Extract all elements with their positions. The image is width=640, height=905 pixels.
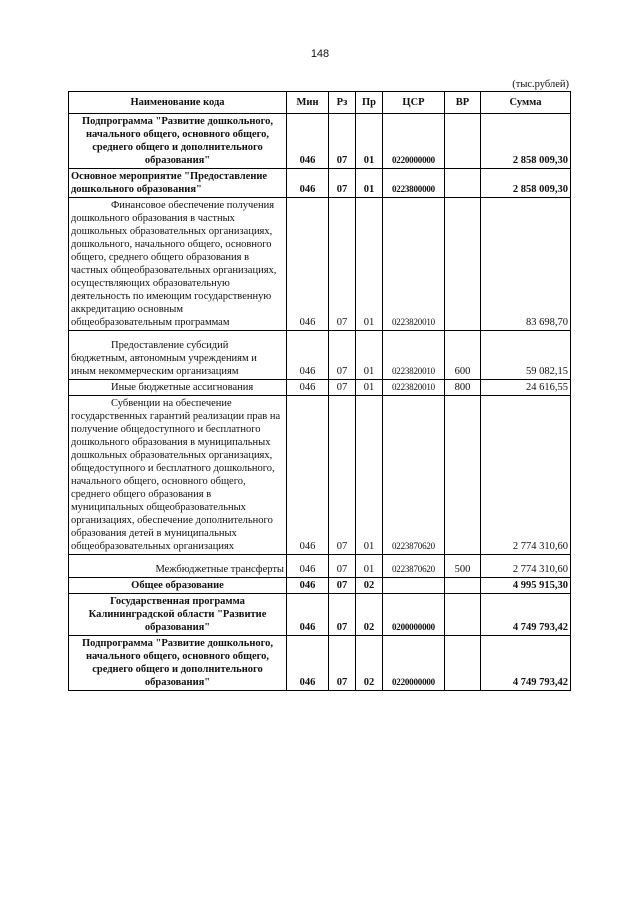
units-label: (тыс.рублей): [512, 79, 569, 90]
row-sum: 4 749 793,42: [481, 636, 571, 691]
row-sum: 83 698,70: [481, 198, 571, 331]
row-rz: 07: [329, 594, 356, 636]
table-row: [69, 636, 571, 691]
row-pr: 02: [356, 636, 383, 691]
row-min: 046: [287, 396, 329, 555]
header-name: Наименование кода: [69, 92, 287, 114]
row-sum: 24 616,55: [481, 380, 571, 396]
row-csr: 0223870620: [383, 396, 445, 555]
table-row: [69, 331, 571, 380]
table-row: [69, 396, 571, 555]
row-csr: 0220000000: [383, 636, 445, 691]
row-rz: 07: [329, 555, 356, 578]
row-min: 046: [287, 169, 329, 198]
row-vr: [445, 198, 481, 331]
row-name: Подпрограмма "Развитие дошкольного, начального общего, основного общего, среднего общего и дополнительного образования": [69, 114, 287, 169]
header-min: Мин: [287, 92, 329, 114]
row-pr: 01: [356, 169, 383, 198]
row-rz: 07: [329, 114, 356, 169]
header-pr: Пр: [356, 92, 383, 114]
table-row: [69, 169, 571, 198]
row-rz: 07: [329, 331, 356, 380]
row-vr: [445, 594, 481, 636]
table-row: [69, 555, 571, 578]
row-min: 046: [287, 198, 329, 331]
row-vr: 600: [445, 331, 481, 380]
row-min: 046: [287, 636, 329, 691]
row-sum: 59 082,15: [481, 331, 571, 380]
row-vr: [445, 169, 481, 198]
row-name: Подпрограмма "Развитие дошкольного, начального общего, основного общего, среднего общего и дополнительного образования": [69, 636, 287, 691]
row-min: 046: [287, 331, 329, 380]
row-min: 046: [287, 594, 329, 636]
row-pr: 02: [356, 594, 383, 636]
row-pr: 01: [356, 396, 383, 555]
row-sum: 4 749 793,42: [481, 594, 571, 636]
table-row: [69, 594, 571, 636]
row-pr: 01: [356, 114, 383, 169]
row-name: Основное мероприятие "Предоставление дошкольного образования": [69, 169, 287, 198]
row-rz: 07: [329, 636, 356, 691]
page-number: 148: [310, 48, 330, 60]
row-name: Государственная программа Калининградской области "Развитие образования": [69, 594, 287, 636]
table-row: [69, 198, 571, 331]
table-header-row: [69, 92, 571, 114]
row-sum: 2 774 310,60: [481, 555, 571, 578]
row-min: 046: [287, 114, 329, 169]
row-pr: 01: [356, 555, 383, 578]
budget-table: [68, 91, 571, 691]
header-rz: Рз: [329, 92, 356, 114]
row-csr: [383, 578, 445, 594]
row-pr: 01: [356, 198, 383, 331]
row-name: Предоставление субсидий бюджетным, автономным учреждениям и иным некоммерческим организациям: [69, 331, 287, 380]
row-sum: 4 995 915,30: [481, 578, 571, 594]
row-csr: 0223800000: [383, 169, 445, 198]
row-vr: 800: [445, 380, 481, 396]
row-vr: 500: [445, 555, 481, 578]
table-row: [69, 380, 571, 396]
row-csr: 0223820010: [383, 331, 445, 380]
row-min: 046: [287, 380, 329, 396]
row-name: Субвенции на обеспечение государственных гарантий реализации прав на получение общедоступного и бесплатного дошкольного образования в муниципальных дошкольных образовательных организациях, общедоступного и бесплатного дошкольного, начального общего, основного общего, среднего общего образования в муниципальных общеобразовательных организациях, обеспечение дополнительного образования детей в муниципальных общеобразовательных организациях: [69, 396, 287, 555]
row-vr: [445, 636, 481, 691]
header-vr: ВР: [445, 92, 481, 114]
row-rz: 07: [329, 380, 356, 396]
row-vr: [445, 578, 481, 594]
row-pr: 01: [356, 331, 383, 380]
row-csr: 0223820010: [383, 380, 445, 396]
row-rz: 07: [329, 198, 356, 331]
row-name: Иные бюджетные ассигнования: [69, 380, 287, 396]
row-csr: 0220000000: [383, 114, 445, 169]
row-name: Общее образование: [69, 578, 287, 594]
row-rz: 07: [329, 396, 356, 555]
header-csr: ЦСР: [383, 92, 445, 114]
table-row: [69, 578, 571, 594]
row-csr: 0223820010: [383, 198, 445, 331]
row-rz: 07: [329, 169, 356, 198]
row-vr: [445, 114, 481, 169]
row-rz: 07: [329, 578, 356, 594]
row-pr: 01: [356, 380, 383, 396]
row-csr: 0200000000: [383, 594, 445, 636]
header-sum: Сумма: [481, 92, 571, 114]
row-pr: 02: [356, 578, 383, 594]
row-vr: [445, 396, 481, 555]
row-name: Межбюджетные трансферты: [69, 555, 287, 578]
row-sum: 2 858 009,30: [481, 114, 571, 169]
row-name: Финансовое обеспечение получения дошкольного образования в частных дошкольных образовательных организациях, дошкольного, начального общего, основного общего, среднего общего образования в частных общеобразовательных организациях, осуществляющих образовательную деятельность по имеющим государственную аккредитацию основным общеобразовательным программам: [69, 198, 287, 331]
row-min: 046: [287, 555, 329, 578]
row-sum: 2 774 310,60: [481, 396, 571, 555]
table-row: [69, 114, 571, 169]
row-min: 046: [287, 578, 329, 594]
row-csr: 0223870620: [383, 555, 445, 578]
row-sum: 2 858 009,30: [481, 169, 571, 198]
